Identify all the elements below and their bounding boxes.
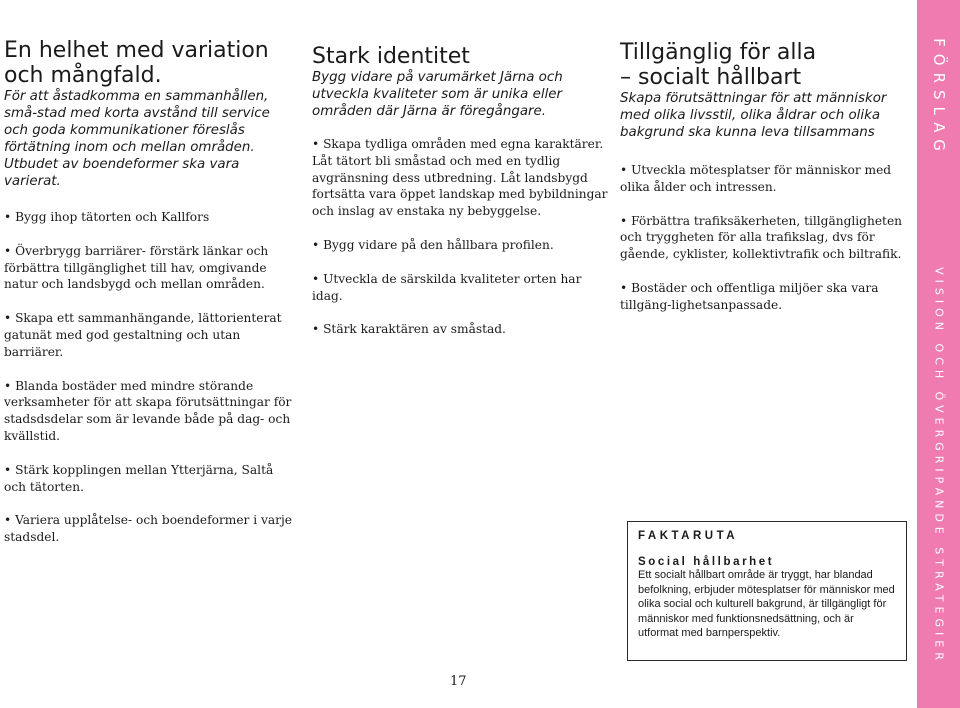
column-variation <box>4 38 296 546</box>
bullet-list-accessibility <box>620 162 910 314</box>
heading-variation-line2: och mångfald. <box>4 63 162 88</box>
bullet-item: • Variera upplåtelse- och boendeformer i varje stadsdel. <box>4 512 296 546</box>
bullet-item: • Utveckla mötesplatser för människor med olika ålder och intressen. <box>620 162 910 196</box>
bullet-item: • Förbättra trafiksäkerheten, tillgängligheten och tryggheten för alla trafikslag, dvs för gående, cyklister, kollektivtrafik och biltrafik. <box>620 213 910 263</box>
fact-box-subtitle: Social hållbarhet <box>638 556 775 568</box>
bullet-list-variation <box>4 209 296 546</box>
bullet-item: • Stärk kopplingen mellan Ytterjärna, Saltå och tätorten. <box>4 462 296 496</box>
heading-variation <box>4 38 296 88</box>
heading-variation-line1: En helhet med variation <box>4 38 269 63</box>
page-number: 17 <box>450 674 467 689</box>
sidebar-label-forslag: FÖRSLAG <box>929 38 948 158</box>
bullet-item: • Utveckla de särskilda kvaliteter orten har idag. <box>312 271 608 305</box>
column-identity <box>312 44 608 338</box>
fact-box <box>627 521 907 661</box>
bullet-list-identity <box>312 136 608 338</box>
bullet-item: • Bostäder och offentliga miljöer ska vara tillgäng-lighetsanpassade. <box>620 280 910 314</box>
intro-accessibility: Skapa förutsättningar för att människor med olika livsstil, olika åldrar och olika bakgrund ska kunna leva tillsammans <box>620 91 887 140</box>
fact-box-title: FAKTARUTA <box>638 530 739 542</box>
column-accessibility <box>620 40 910 314</box>
bullet-item: • Stärk karaktären av småstad. <box>312 321 608 338</box>
bullet-item: • Bygg ihop tätorten och Kallfors <box>4 209 296 226</box>
heading-accessibility <box>620 40 910 90</box>
bullet-item: • Skapa ett sammanhängande, lättorienterat gatunät med god gestaltning och utan barriärer. <box>4 310 296 360</box>
section-sidebar <box>917 0 960 708</box>
bullet-item: • Skapa tydliga områden med egna karaktärer. Låt tätort bli småstad och med en tydlig avgränsning dess utbredning. Låt landsbygd fortsätta vara öppet landskap med bybildningar och inslag av enstaka ny bebyggelse. <box>312 136 608 220</box>
intro-identity: Bygg vidare på varumärket Järna och utveckla kvaliteter som är unika eller områden där Järna är föregångare. <box>312 70 563 119</box>
bullet-item: • Överbrygg barriärer- förstärk länkar och förbättra tillgänglighet till hav, omgivande natur och landsbygd och mellan områden. <box>4 243 296 293</box>
intro-variation: För att åstadkomma en sammanhållen, små-stad med korta avstånd till service och goda kommunikationer föreslås förtätning inom och mellan områden. Utbudet av boendeformer ska vara varierat. <box>4 89 270 189</box>
heading-accessibility-line2: – socialt hållbart <box>620 65 802 90</box>
sidebar-label-vision: VISION OCH ÖVERGRIPANDE STRATEGIER <box>932 267 945 665</box>
bullet-item: • Bygg vidare på den hållbara profilen. <box>312 237 608 254</box>
heading-accessibility-line1: Tillgänglig för alla <box>620 40 817 65</box>
fact-box-text: Ett socialt hållbart område är tryggt, har blandad befolkning, erbjuder mötesplatser för människor med olika social och kulturell bakgrund, är tillgängligt för människor med funktionsnedsättning, och är utformat med barnperspektiv. <box>638 569 895 639</box>
heading-identity: Stark identitet <box>312 44 470 69</box>
bullet-item: • Blanda bostäder med mindre störande verksamheter för att skapa förutsättningar för stadsdsdelar som är levande både på dag- och kvällstid. <box>4 378 296 445</box>
